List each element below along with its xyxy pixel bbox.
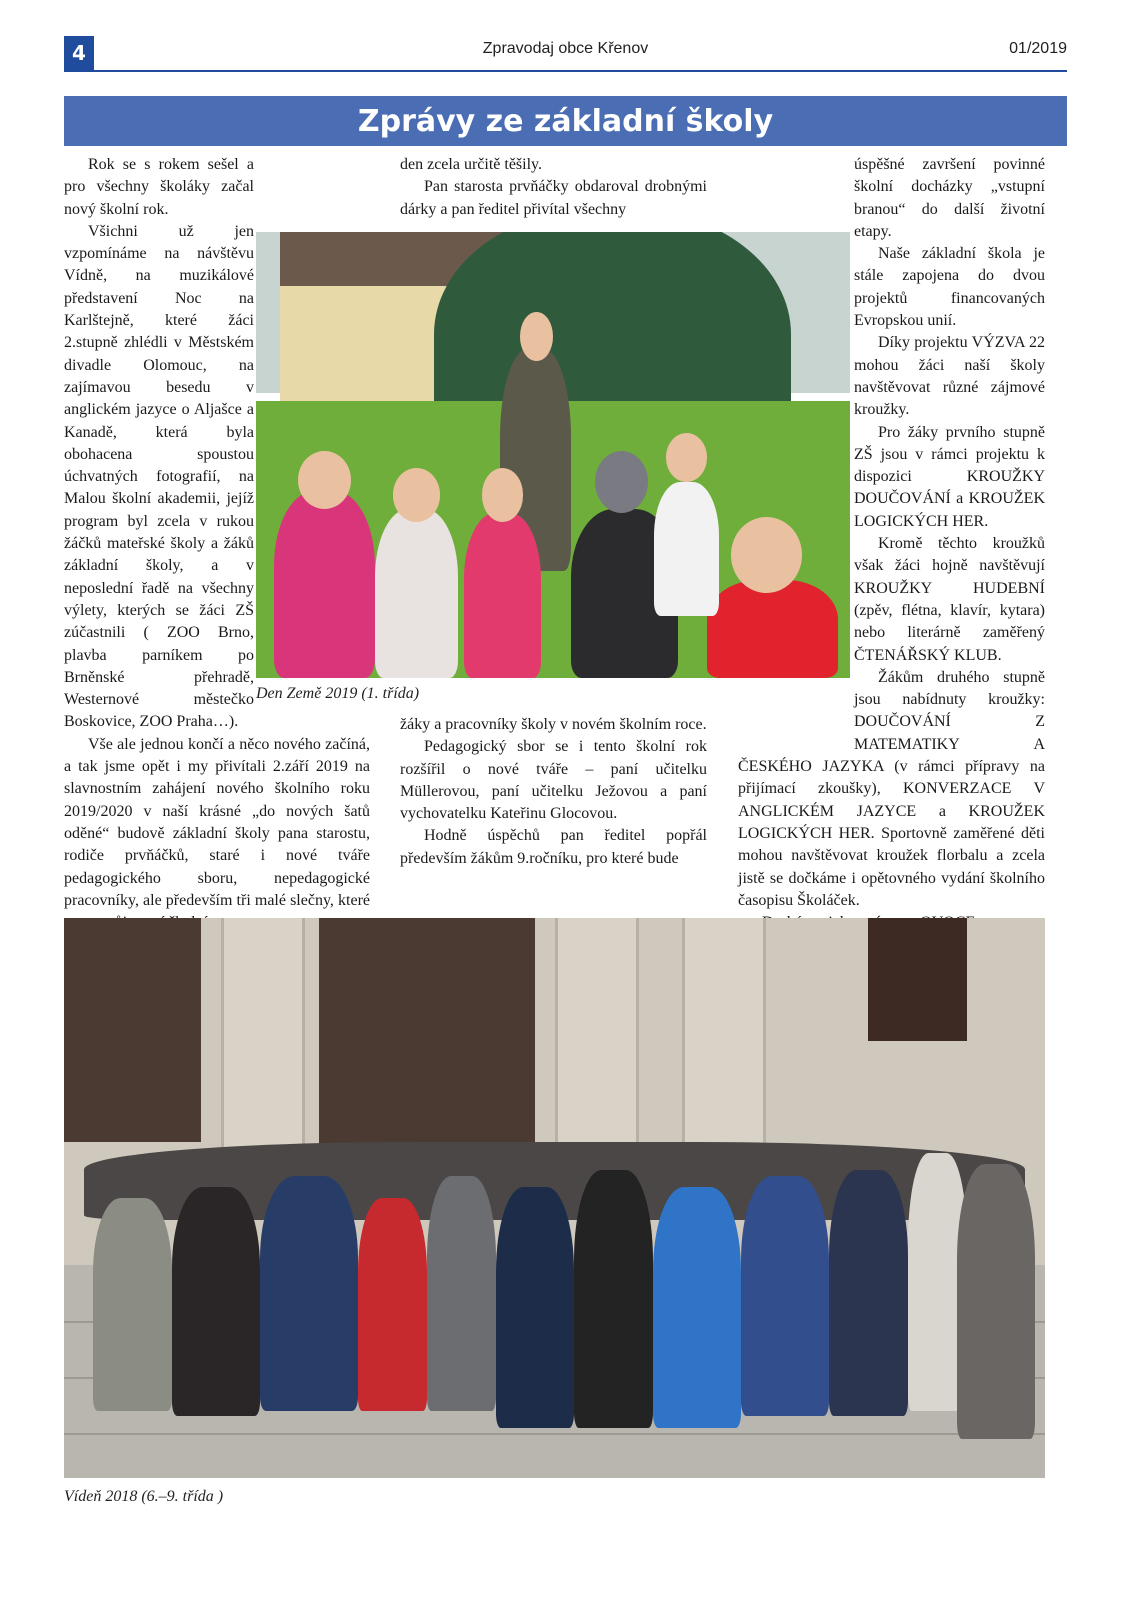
paragraph: Rok se s rokem sešel a pro všechny školáky začal nový školní rok. <box>64 156 254 218</box>
photo-1-caption: Den Země 2019 (1. třída) <box>256 685 420 702</box>
article-title: Zprávy ze základní školy <box>64 96 1067 146</box>
page-number: 4 <box>64 36 94 70</box>
paragraph: Hodně úspěchů pan ředitel popřál především žákům 9.ročníku, pro které bude <box>400 827 707 867</box>
newsletter-title: Zpravodaj obce Křenov <box>482 40 649 57</box>
paragraph: žáky a pracovníky školy v novém školním roce. <box>400 716 707 733</box>
column-2-bottom <box>400 714 707 870</box>
paragraph: Žákům druhého stupně jsou nabídnuty kroužky: DOUČOVÁNÍ Z MATEMATIKY A ČESKÉHO JAZYKA (v rámci přípravy na přijímací zkoušky), KONVERZACE V ANGLICKÉM JAZYCE a KROUŽEK LOGICKÝCH HER. Sportovně zaměřené děti mohou navštěvovat kroužek florbalu a zcela jistě se dočkáme i opětovného vydání školního časopisu Školáček. <box>738 668 1045 909</box>
paragraph: Kromě těchto kroužků však žáci hojně navštěvují KROUŽKY HUDEBNÍ (zpěv, flétna, klavír, kytara) nebo literárně zaměřený ČTENÁŘSKÝ KLUB. <box>854 535 1045 664</box>
photo-2-caption: Vídeň 2018 (6.–9. třída ) <box>64 1488 224 1505</box>
paragraph: Vše ale jednou končí a něco nového začíná, a tak jsme opět i my přivítali 2.září 2019 na slavnostním zahájení nového školního roku 2019/2020 v naší krásné „do nových šatů oděné“ budově základní školy pana starostu, rodiče prvňáčků, staré i nové tváře pedagogického sboru, nepedagogické pracovníky, ale především tři malé slečny, které <box>64 735 370 909</box>
paragraph: Všichni už jen vzpomínáme na návštěvu Vídně, na muzikálové představení Noc na Karlštejně, které žáci 2.stupně zhlédli v Městském divadle Olomouc, na zajímavou besedu v anglickém jazyce o Aljašce a Kanadě, která byla obohacena spoustou úchvatných fotografií, na Malou školní akademii, jejíž program byl zcela v rukou žáčků mateřské školy a žáků základní školy, a v neposlední řadě na všechny výlety, kterých se žáci ZŠ zúčastnili ( ZOO Brno, plavba parníkem po Brněnské přehradě, Westernové městečko Boskovice, ZOO Praha…). <box>64 222 254 731</box>
paragraph: Pedagogický sbor se i tento školní rok rozšířil o nové tváře – paní učitelku Müllerovou, paní učitelku Ježovou a paní vychovatelku Kateřinu Glocovou. <box>400 738 707 823</box>
paragraph: úspěšné završení povinné školní docházky „vstupní branou“ do další životní etapy. <box>854 156 1045 240</box>
photo-vienna-class-6-9 <box>64 918 1045 1478</box>
paragraph: Naše základní škola je stále zapojena do dvou projektů financovaných Evropskou unií. <box>854 245 1045 330</box>
issue-number: 01/2019 <box>1009 40 1067 57</box>
column-2-top <box>400 154 707 221</box>
paragraph: den zcela určitě těšily. <box>400 156 542 173</box>
paragraph: Díky projektu VÝZVA 22 mohou žáci naší školy navštěvovat různé zájmové kroužky. <box>854 334 1045 419</box>
paragraph: Pan starosta prvňáčky obdaroval drobnými dárky a pan ředitel přivítal všechny <box>400 178 707 218</box>
header-divider <box>64 70 1067 72</box>
paragraph: Pro žáky prvního stupně ZŠ jsou v rámci projektu k dispozici KROUŽKY DOUČOVÁNÍ a KROUŽEK LOGICKÝCH HER. <box>854 423 1045 530</box>
photo-earth-day-class-1 <box>256 232 850 678</box>
